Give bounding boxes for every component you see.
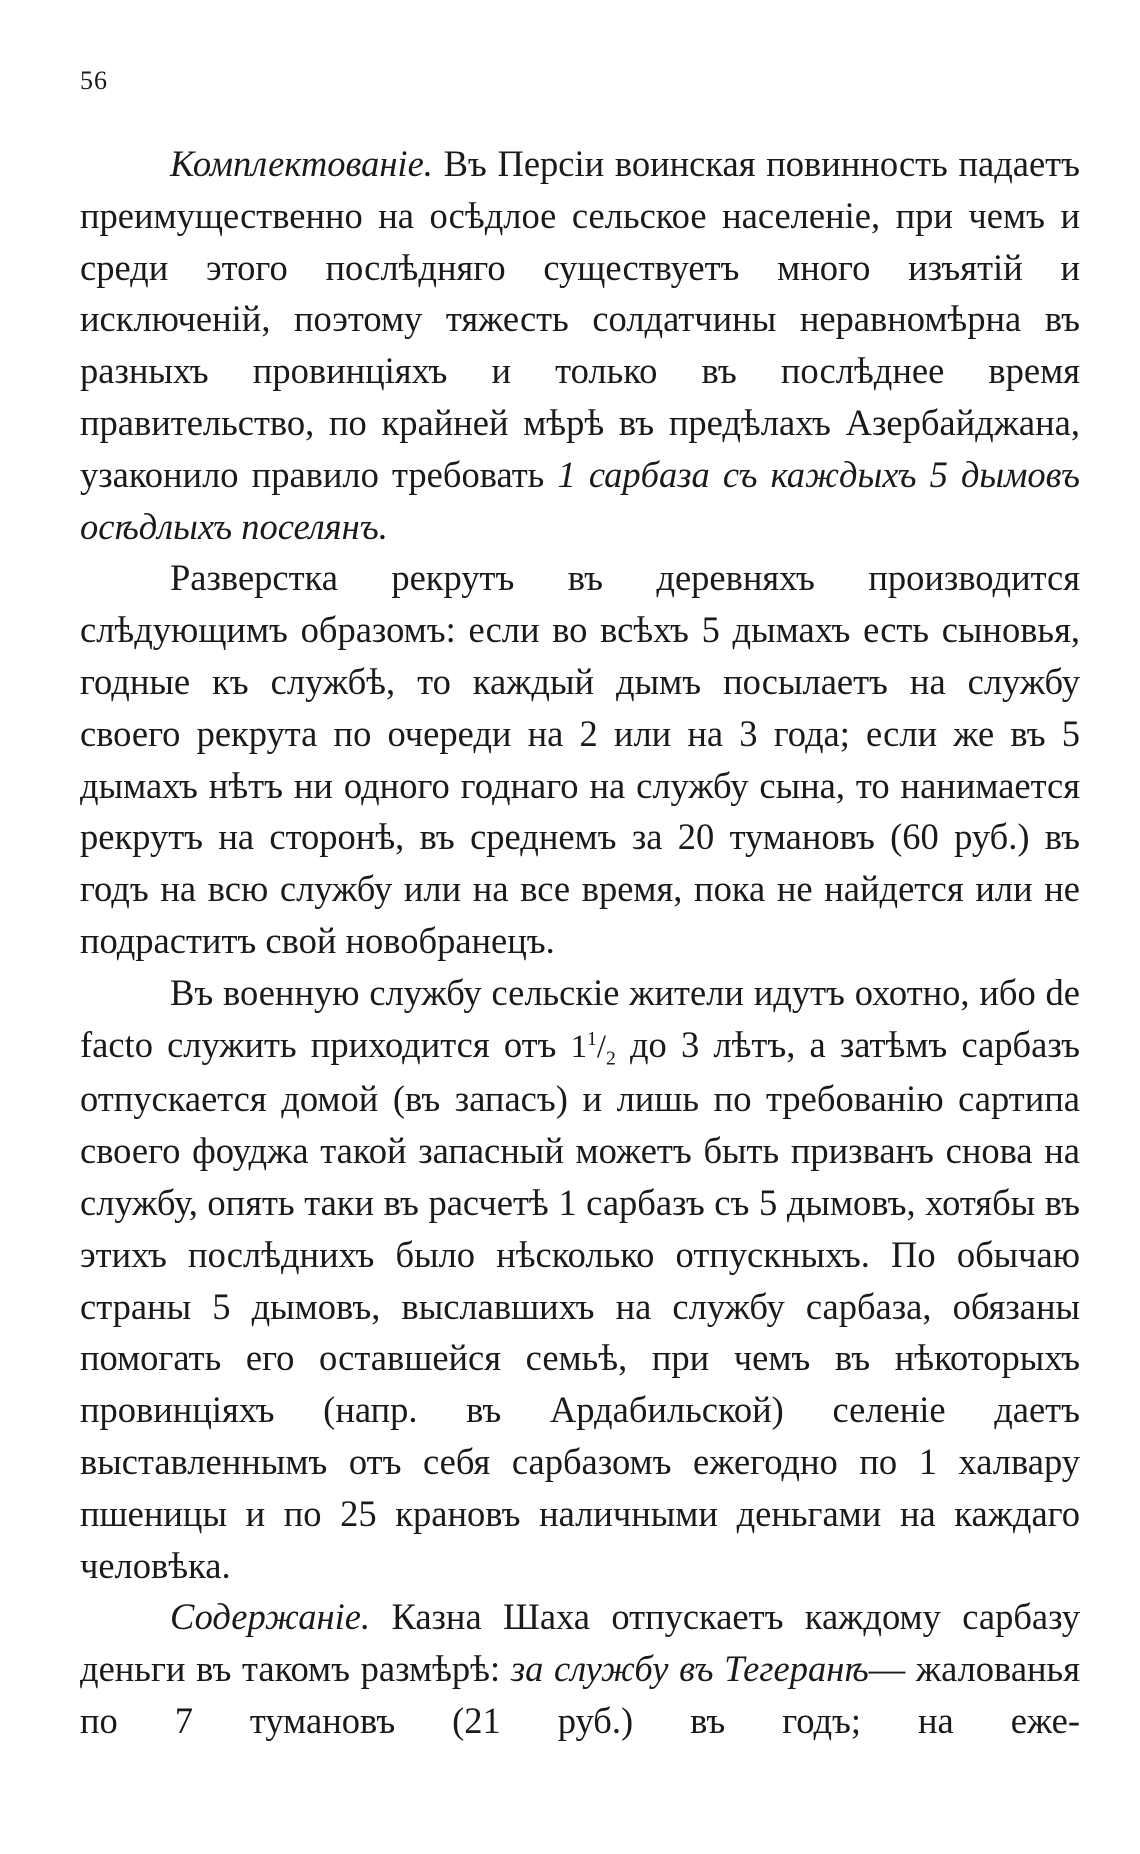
page-number: 56: [80, 66, 108, 95]
section-heading-recruitment: Комплектованіе.: [170, 143, 433, 184]
fraction-denominator: 2: [605, 1047, 616, 1070]
paragraph-text: Въ Персіи воинская повинность падаетъ преимущественно на осѣдлое сельское населеніе, при чемъ и среди этого послѣдняго существуетъ много изъятій и исключеній, поэтому тяжесть солдатчины неравномѣрна въ разныхъ провинціяхъ и только въ послѣднее время правительство, по крайней мѣрѣ въ предѣлахъ Азербайджана, узаконило правило требовать: [80, 143, 1080, 495]
fraction: $1^1/_2$: [570, 1027, 616, 1070]
paragraph-text: Разверстка рекрутъ въ деревняхъ производится слѣдующимъ образомъ: если во всѣхъ 5 дымахъ есть сыновья, годные къ службѣ, то каждый дымъ посылаетъ на службу своего рекрута по очереди на 2 или на 3 года; если же въ 5 дымахъ нѣтъ ни одного годнаго на службу сына, то нанимается рекрутъ на сторонѣ, въ среднемъ за 20 тумановъ (60 руб.) въ годъ на всю службу или на все время, пока не найдется или не подраститъ свой новобранецъ.: [80, 557, 1080, 961]
fraction-numerator: 1: [587, 1027, 597, 1050]
paragraph-service: [80, 967, 1080, 1592]
paragraph-text: Казна Шаха отпускаетъ каждому сарбазу деньги въ такомъ размѣрѣ:: [80, 1596, 1080, 1690]
paragraph-maintenance: [80, 1591, 1080, 1746]
paragraph-allocation: [80, 552, 1080, 966]
paragraph-text: до 3 лѣтъ, а затѣмъ сарбазъ отпускается домой (въ запасъ) и лишь по требованію сартипа своего фоуджа такой запасный можетъ быть призванъ снова на службу, опять таки въ расчетѣ 1 сарбазъ съ 5 дымовъ, хотябы въ этихъ послѣднихъ было нѣсколько отпускныхъ. По обычаю страны 5 дымовъ, выславшихъ на службу сарбаза, обязаны помогать его оставшейся семьѣ, при чемъ въ нѣкоторыхъ провинціяхъ (напр. въ Ардабильской) селеніе даетъ выставленнымъ отъ себя сарбазомъ ежегодно по 1 халвару пшеницы и по 25 крановъ наличными деньгами на каждаго человѣка.: [80, 1023, 1080, 1586]
paragraph-text: Въ военную службу сельскіе жители идутъ охотно, ибо de facto служить приходится отъ: [80, 971, 1080, 1065]
fraction-whole: 1: [570, 1028, 588, 1065]
emphasis-text: за службу въ Тегеранѣ: [510, 1648, 869, 1690]
paragraph-text: — жалованья по 7 тумановъ (21 руб.) въ годъ; на еже-: [80, 1648, 1080, 1741]
emphasis-text: 1 сарбаза съ каждыхъ 5 дымовъ осѣдлыхъ поселянъ.: [80, 453, 1080, 547]
section-heading-maintenance: Содержаніе.: [170, 1596, 371, 1638]
body-text: [80, 138, 1080, 1747]
paragraph-recruitment: [80, 138, 1080, 552]
